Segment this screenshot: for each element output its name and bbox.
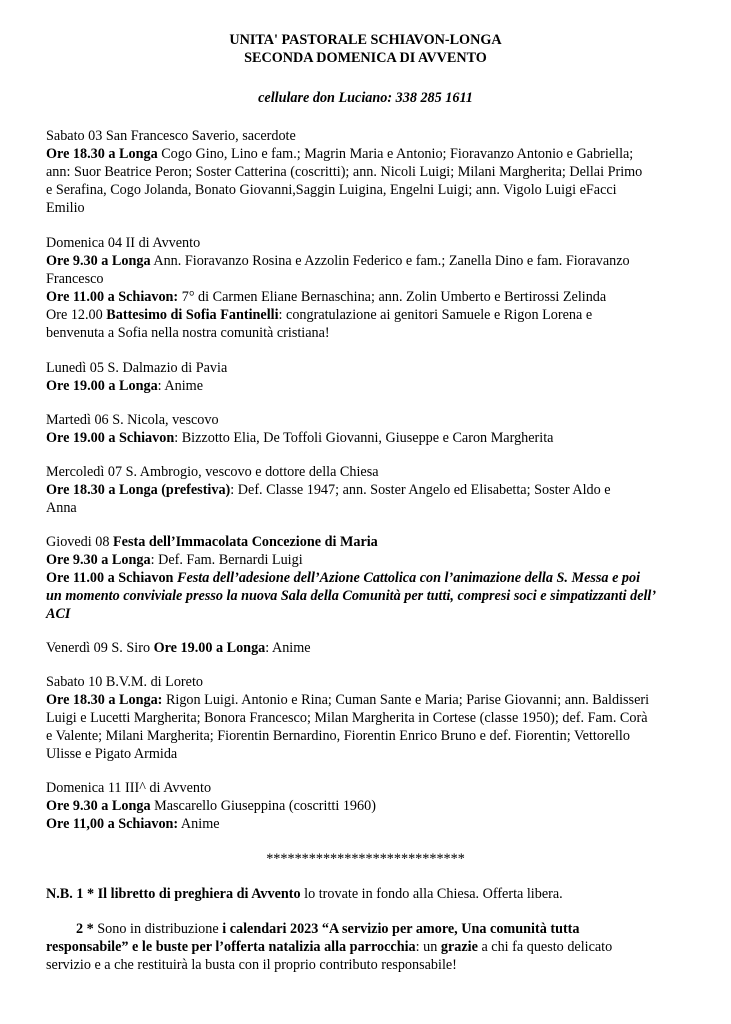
feast-title: Festa dell’Immacolata Concezione di Maria [113,534,378,550]
note-2-thanks: grazie [440,939,478,955]
note-2 [76,920,580,938]
note-2-envelopes: responsabile” e le buste per l’offerta natalizia alla parrocchia [46,939,416,955]
mass-intentions-line: e Serafina, Cogo Jolanda, Bonato Giovanni,Saggin Luigina, Engelni Luigi; ann. Vigolo Luigi eFacci [46,182,617,198]
mass-intentions-line: ann: Suor Beatrice Peron; Soster Catterina (coscritti); ann. Nicoli Luigi; Milani Margherita; Dellai Primo [46,164,643,180]
note-2-text: : un [415,939,441,955]
mass-entry-sabato03 [46,145,633,163]
day-heading-mercoledi07: Mercoledì 07 S. Ambrogio, vescovo e dottore della Chiesa [46,464,379,480]
note-2-line [46,938,612,956]
note-1 [46,885,563,903]
mass-entry-domenica04-longa [46,252,630,270]
mass-time: Ore 9.30 a Longa [46,253,151,269]
mass-intentions-line: Luigi e Lucetti Margherita; Bonora Francesco; Milan Margherita in Cortese (classe 1950); def. Fam. Corà [46,710,648,726]
mass-time: Ore 18.30 a Longa [46,146,158,162]
note-2-number: 2 * [76,921,94,937]
mass-intentions: Rigon Luigi. Antonio e Rina; Cuman Sante e Maria; Parise Giovanni; ann. Baldisseri [162,692,650,708]
mass-intentions: : Anime [157,378,203,394]
mass-intentions-line: Ulisse e Pigato Armida [46,746,178,762]
mass-time: Ore 19.00 a Longa [46,378,158,394]
mass-intentions: Mascarello Giuseppina (coscritti 1960) [150,798,376,814]
mass-time: Ore 19.00 a Longa [153,640,266,656]
day-heading-domenica04: Domenica 04 II di Avvento [46,235,201,251]
day-heading-sabato03: Sabato 03 San Francesco Saverio, sacerdote [46,128,296,144]
separator-stars: **************************** [266,851,465,867]
mass-intentions: Cogo Gino, Lino e fam.; Magrin Maria e Antonio; Fioravanzo Antonio e Gabriella; [157,146,634,162]
mass-intentions-line: Francesco [46,271,104,287]
baptism-note: : congratulazione ai genitori Samuele e Rigon Lorena e [278,307,593,323]
mass-time: Ore 19.00 a Schiavon [46,430,175,446]
page-subtitle: SECONDA DOMENICA DI AVVENTO [244,50,487,66]
mass-entry-domenica11-longa [46,797,376,815]
mass-time: Ore 18.30 a Longa: [46,692,163,708]
parish-title: UNITA' PASTORALE SCHIAVON-LONGA [229,32,502,48]
day-heading-domenica11: Domenica 11 III^ di Avvento [46,780,212,796]
note-2-text: Sono in distribuzione [93,921,223,937]
mass-entry-giovedi08-schiavon [46,569,640,587]
baptism-note-line: benvenuta a Sofia nella nostra comunità cristiana! [46,325,330,341]
phone-line: cellulare don Luciano: 338 285 1611 [258,90,473,106]
mass-entry-domenica11-schiavon [46,815,220,833]
mass-intentions-line: e Valente; Milani Margherita; Fiorentin Bernardino, Fiorentin Enrico Bruno e def. Fiorentin; Vettorello [46,728,630,744]
mass-entry-sabato10 [46,691,649,709]
mass-intentions: 7° di Carmen Eliane Bernaschina; ann. Zolin Umberto e Bertirossi Zelinda [178,289,607,305]
mass-time: Ore 9.30 a Longa [46,798,151,814]
mass-intentions: Anime [178,816,220,832]
day-heading-lunedi05: Lunedì 05 S. Dalmazio di Pavia [46,360,228,376]
mass-entry-lunedi05 [46,377,203,395]
day-heading-sabato10: Sabato 10 B.V.M. di Loreto [46,674,203,690]
mass-time: Ore 11,00 a Schiavon: [46,816,179,832]
mass-entry-domenica04-schiavon [46,288,606,306]
day-label: Venerdì 09 S. Siro [46,640,154,656]
day-label: Giovedi 08 [46,534,113,550]
note-1-bold: N.B. 1 * Il libretto di preghiera di Avvento [46,886,301,902]
note-1-text: lo trovate in fondo alla Chiesa. Offerta libera. [300,886,563,902]
mass-intentions: : Bizzotto Elia, De Toffoli Giovanni, Giuseppe e Caron Margherita [174,430,554,446]
mass-intentions-line: Emilio [46,200,85,216]
note-2-text: a chi fa questo delicato [477,939,613,955]
day-heading-giovedi08 [46,533,378,551]
mass-entry-mercoledi07 [46,481,611,499]
mass-time: Ore 12.00 [46,307,107,323]
mass-entry-venerdi09 [46,639,311,657]
mass-intentions: Ann. Fioravanzo Rosina e Azzolin Federico e fam.; Zanella Dino e fam. Fioravanzo [150,253,630,269]
event-description-line: un momento conviviale presso la nuova Sala della Comunità per tutti, compresi soci e simpatizzanti dell’ [46,588,657,604]
baptism-entry [46,306,592,324]
baptism-name: Battesimo di Sofia Fantinelli [106,307,279,323]
mass-time: Ore 9.30 a Longa [46,552,151,568]
mass-intentions-line: Anna [46,500,77,516]
mass-entry-martedi06 [46,429,553,447]
note-2-line: servizio e a che restituirà la busta con il proprio contributo responsabile! [46,957,457,973]
mass-intentions: : Anime [265,640,311,656]
mass-time: Ore 11.00 a Schiavon: [46,289,179,305]
event-description-line: ACI [46,606,71,622]
event-description: Festa dell’adesione dell’Azione Cattolica con l’animazione della S. Messa e poi [176,570,641,586]
mass-intentions: : Def. Fam. Bernardi Luigi [150,552,303,568]
day-heading-martedi06: Martedì 06 S. Nicola, vescovo [46,412,219,428]
mass-entry-giovedi08-longa [46,551,303,569]
note-2-calendars: i calendari 2023 “A servizio per amore, Una comunità tutta [222,921,580,937]
mass-intentions: : Def. Classe 1947; ann. Soster Angelo ed Elisabetta; Soster Aldo e [230,482,611,498]
mass-time: Ore 11.00 a Schiavon [46,570,177,586]
mass-time: Ore 18.30 a Longa (prefestiva) [46,482,231,498]
